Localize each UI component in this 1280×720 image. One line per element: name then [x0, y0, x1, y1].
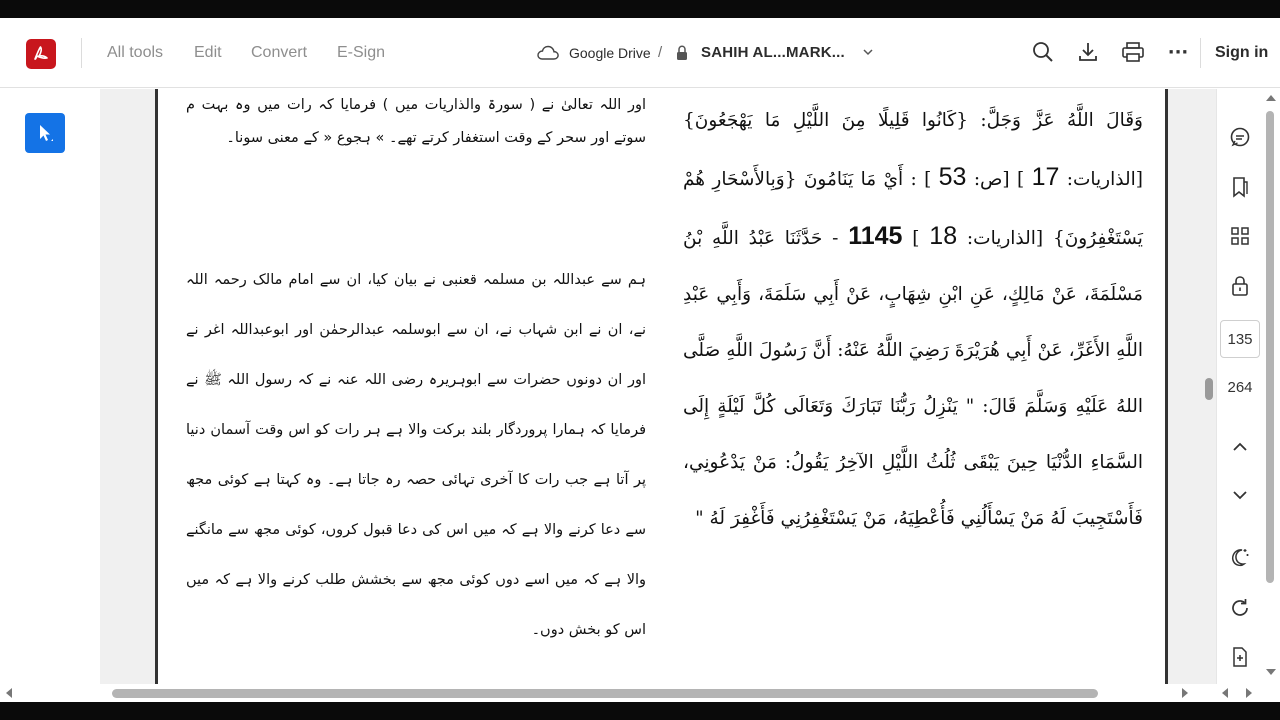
- arabic-hadith: - حَدَّثَنَا عَبْدُ اللَّهِ بْنُ مَسْلَمَةَ، عَنْ مَالِكٍ، عَنِ ابْنِ شِهَابٍ، عَنْ أَبِي سَلَمَةَ، وَأَبِي عَبْدِ اللَّهِ الأَغَرِّ، عَنْ أَبِي هُرَيْرَةَ رَضِيَ اللَّهُ عَنْهُ: أَنَّ رَسُولَ اللَّهِ صَلَّى اللهُ عَلَيْهِ وَسَلَّمَ قَالَ: " يَنْزِلُ رَبُّنَا تَبَارَكَ وَتَعَالَى كُلَّ لَيْلَةٍ إِلَى السَّمَاءِ الدُّنْيَا حِينَ يَبْقَى ثُلُثُ اللَّيْلِ الآخِرُ يَقُولُ: مَنْ يَدْعُونِي، فَأَسْتَجِيبَ لَهُ مَنْ يَسْأَلُنِي فَأُعْطِيَهُ، مَنْ يَسْتَغْفِرُنِي فَأَغْفِرَ لَهُ ": [683, 228, 1143, 529]
- scroll-down-arrow[interactable]: [1266, 669, 1276, 675]
- ayah-number: 17: [1031, 163, 1060, 191]
- all-tools-tab[interactable]: All tools: [107, 44, 164, 61]
- lock-icon: [676, 45, 688, 61]
- ayah-number: 18: [929, 222, 958, 250]
- edit-tab[interactable]: Edit: [194, 44, 222, 61]
- urdu-translation-top: اور اللہ تعالیٰ نے ( سورۃ والذاریات میں ) فرمایا کہ رات میں وہ بہت م سوتے اور سحر کے وقت استغفار کرتے تھے۔ » ہجوع « کے معنی سونا۔: [186, 97, 646, 146]
- protect-icon[interactable]: [1228, 274, 1252, 298]
- page-scrubber-handle[interactable]: [1205, 378, 1213, 400]
- chevron-down-icon[interactable]: [862, 46, 874, 58]
- file-title[interactable]: SAHIH AL...MARK...: [701, 44, 845, 61]
- cloud-icon: [536, 42, 560, 62]
- theme-icon[interactable]: [1228, 545, 1252, 569]
- toolbar-divider: [81, 38, 82, 68]
- toolbar-divider: [1200, 38, 1201, 68]
- urdu-translation-hadith: ہم سے عبداللہ بن مسلمہ قعنبی نے بیان کیا، ان سے امام مالک رحمہ اللہ نے، ان نے ابن شہاب نے، ان سے ابوسلمہ عبدالرحمٰن اور ابوعبداللہ اغر نے اور ان دونوں حضرات سے ابوہریرہ رضی اللہ عنہ نے کہ رسول اللہ ﷺ نے فرمایا کہ ہمارا پروردگار بلند برکت والا ہے ہر رات کو اس وقت آسمان دنیا پر آتا ہے جب رات کا آخری تہائی حصہ رہ جاتا ہے۔ وہ کہتا ہے کوئی مجھ سے دعا کرنے والا ہے کہ میں اس کی دعا قبول کروں، کوئی مجھ سے مانگنے والا ہے کہ میں اسے دوں کوئی مجھ سے بخشش طلب کرنے والا ہے کہ میں اس کو بخش دوں۔: [186, 272, 646, 638]
- total-pages: 264: [1227, 379, 1253, 396]
- refresh-icon[interactable]: [1228, 596, 1252, 620]
- arabic-verse: وَقَالَ اللَّهُ عَزَّ وَجَلَّ: {كَانُوا قَلِيلًا مِنَ اللَّيْلِ مَا يَهْجَعُونَ} [الذاريات:: [683, 110, 1143, 190]
- acrobat-viewer: [0, 18, 1280, 702]
- horizontal-scrollbar[interactable]: [0, 684, 1262, 702]
- arabic-bracket: ] [ص:: [973, 169, 1025, 190]
- page-reference: 53: [938, 163, 967, 191]
- hadith-number: 1145: [848, 222, 903, 250]
- select-tool-button[interactable]: [25, 113, 65, 153]
- top-toolbar: [0, 18, 1280, 88]
- convert-tab[interactable]: Convert: [251, 44, 308, 61]
- horizontal-scroll-thumb[interactable]: [112, 689, 1098, 698]
- arabic-bracket: ]: [912, 228, 920, 249]
- export-pdf-icon[interactable]: [1228, 645, 1252, 669]
- scroll-up-arrow[interactable]: [1266, 95, 1276, 101]
- chevron-up-icon[interactable]: [1228, 435, 1252, 459]
- scroll-left-arrow[interactable]: [6, 688, 12, 698]
- scroll-right-arrow[interactable]: [1246, 688, 1252, 698]
- document-viewport[interactable]: [100, 89, 1216, 684]
- scroll-right-arrow[interactable]: [1182, 688, 1188, 698]
- bookmark-icon[interactable]: [1228, 175, 1252, 199]
- letterbox-top: [0, 0, 1280, 18]
- arabic-verse: ] : أَيْ مَا يَنَامُونَ {وَبِالأَسْحَارِ هُمْ يَسْتَغْفِرُونَ} [الذاريات:: [683, 169, 1143, 249]
- current-page-input[interactable]: 135: [1220, 320, 1260, 358]
- vertical-scrollbar[interactable]: [1262, 89, 1280, 684]
- download-icon[interactable]: [1076, 40, 1100, 64]
- vertical-scroll-thumb[interactable]: [1266, 111, 1274, 583]
- print-icon[interactable]: [1121, 40, 1145, 64]
- adobe-acrobat-logo-icon[interactable]: [26, 39, 56, 69]
- thumbnails-icon[interactable]: [1228, 224, 1252, 248]
- ai-assistant-icon[interactable]: [1228, 125, 1252, 149]
- path-separator: /: [658, 44, 663, 61]
- scroll-left-arrow[interactable]: [1222, 688, 1228, 698]
- more-icon[interactable]: ···: [1167, 41, 1189, 63]
- pdf-page: [155, 89, 1168, 684]
- search-icon[interactable]: [1031, 40, 1055, 64]
- sign-in-button[interactable]: Sign in: [1215, 44, 1269, 61]
- arabic-text: [683, 93, 1143, 547]
- cursor-arrow-icon: [35, 122, 55, 144]
- esign-tab[interactable]: E-Sign: [337, 44, 386, 61]
- chevron-down-icon[interactable]: [1228, 483, 1252, 507]
- letterbox-bottom: [0, 702, 1280, 720]
- right-rail: [1216, 89, 1262, 684]
- storage-location[interactable]: Google Drive: [569, 45, 651, 61]
